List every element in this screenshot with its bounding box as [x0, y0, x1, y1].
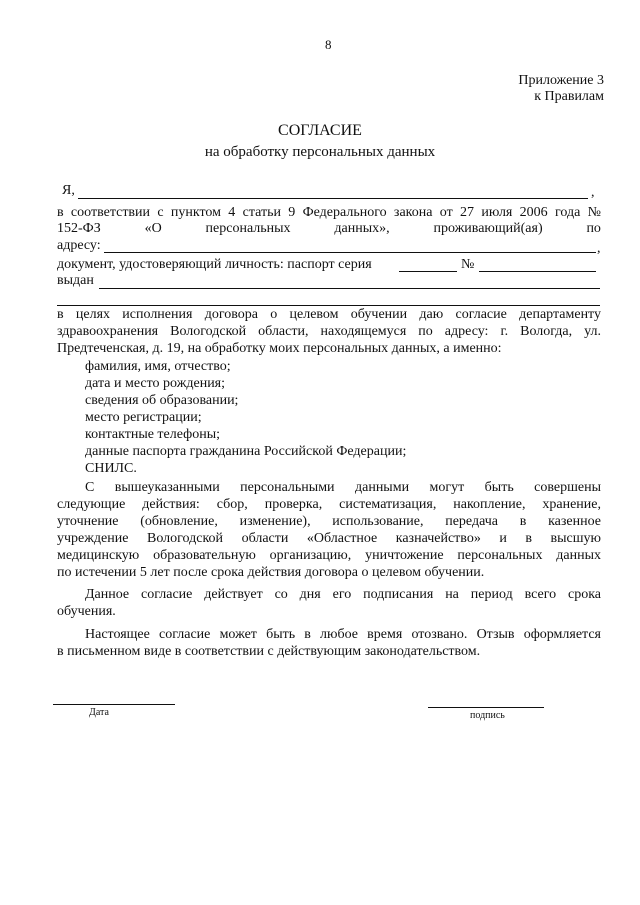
law-word: «О — [144, 221, 162, 236]
data-item: сведения об образовании; — [85, 393, 239, 408]
law-word: данных», — [334, 221, 390, 236]
number-sign: № — [461, 257, 475, 272]
name-comma: , — [591, 185, 595, 200]
law-word: проживающий(ая) — [433, 221, 543, 236]
signature-label: подпись — [470, 710, 505, 721]
law-word: персональных — [205, 221, 291, 236]
signature-fill-line — [428, 707, 544, 708]
address-label: адресу: — [57, 238, 101, 253]
data-item: данные паспорта гражданина Российской Федерации; — [85, 444, 407, 459]
data-item: место регистрации; — [85, 410, 202, 425]
issued-fill-line — [99, 288, 600, 289]
data-item: фамилия, имя, отчество; — [85, 359, 231, 374]
paragraph-2-line-1: С вышеуказанными персональными данными могут быть совершены — [85, 480, 601, 495]
paragraph-3-line-2: обучения. — [57, 604, 116, 619]
date-label: Дата — [89, 707, 109, 718]
appendix-line-2: к Правилам — [534, 89, 604, 104]
law-word: 152-ФЗ — [57, 221, 101, 236]
date-fill-line — [53, 704, 175, 705]
law-reference-line-2 — [57, 220, 601, 237]
data-item: дата и место рождения; — [85, 376, 226, 391]
data-item: СНИЛС. — [85, 461, 137, 476]
paragraph-4-line-1: Настоящее согласие может быть в любое время отозвано. Отзыв оформляется — [85, 627, 601, 642]
page-number: 8 — [325, 37, 332, 52]
address-fill-line — [104, 252, 596, 253]
passport-number-line — [479, 271, 596, 272]
paragraph-1-line-1: в целях исполнения договора о целевом обучении даю согласие департаменту — [57, 307, 601, 322]
appendix-line-1: Приложение 3 — [518, 73, 604, 88]
ya-label: Я, — [62, 183, 75, 198]
data-item: контактные телефоны; — [85, 427, 220, 442]
paragraph-2-line-4: учреждение Вологодской области «Областное казначейство» и в высшую — [57, 531, 601, 546]
paragraph-1-line-3: Предтеченская, д. 19, на обработку моих персональных данных, а именно: — [57, 341, 502, 356]
paragraph-1-line-2: здравоохранения Вологодской области, находящемуся по адресу: г. Вологда, ул. — [57, 324, 601, 339]
law-reference-line-1: в соответствии с пунктом 4 статьи 9 Федерального закона от 27 июля 2006 года № — [57, 205, 601, 220]
passport-label: документ, удостоверяющий личность: паспорт серия — [57, 257, 372, 272]
paragraph-2-line-2: следующие действия: сбор, проверка, систематизация, накопление, хранение, — [57, 497, 601, 512]
document-title: СОГЛАСИЕ — [278, 122, 362, 139]
law-word: по — [586, 221, 601, 236]
paragraph-2-line-6: по истечении 5 лет после срока действия договора о целевом обучении. — [57, 565, 485, 580]
paragraph-2-line-5: медицинскую образовательную организацию, уничтожение персональных данных — [57, 548, 601, 563]
paragraph-2-line-3: уточнение (обновление, изменение), использование, передача в казенное — [57, 514, 601, 529]
paragraph-3-line-1: Данное согласие действует со дня его подписания на период всего срока — [85, 587, 601, 602]
name-fill-line — [78, 198, 588, 199]
paragraph-4-line-2: в письменном виде в соответствии с действующим законодательством. — [57, 644, 481, 659]
passport-series-line — [399, 271, 457, 272]
document-subtitle: на обработку персональных данных — [204, 144, 436, 160]
address-comma: , — [597, 241, 601, 256]
issued-label: выдан — [57, 273, 94, 288]
